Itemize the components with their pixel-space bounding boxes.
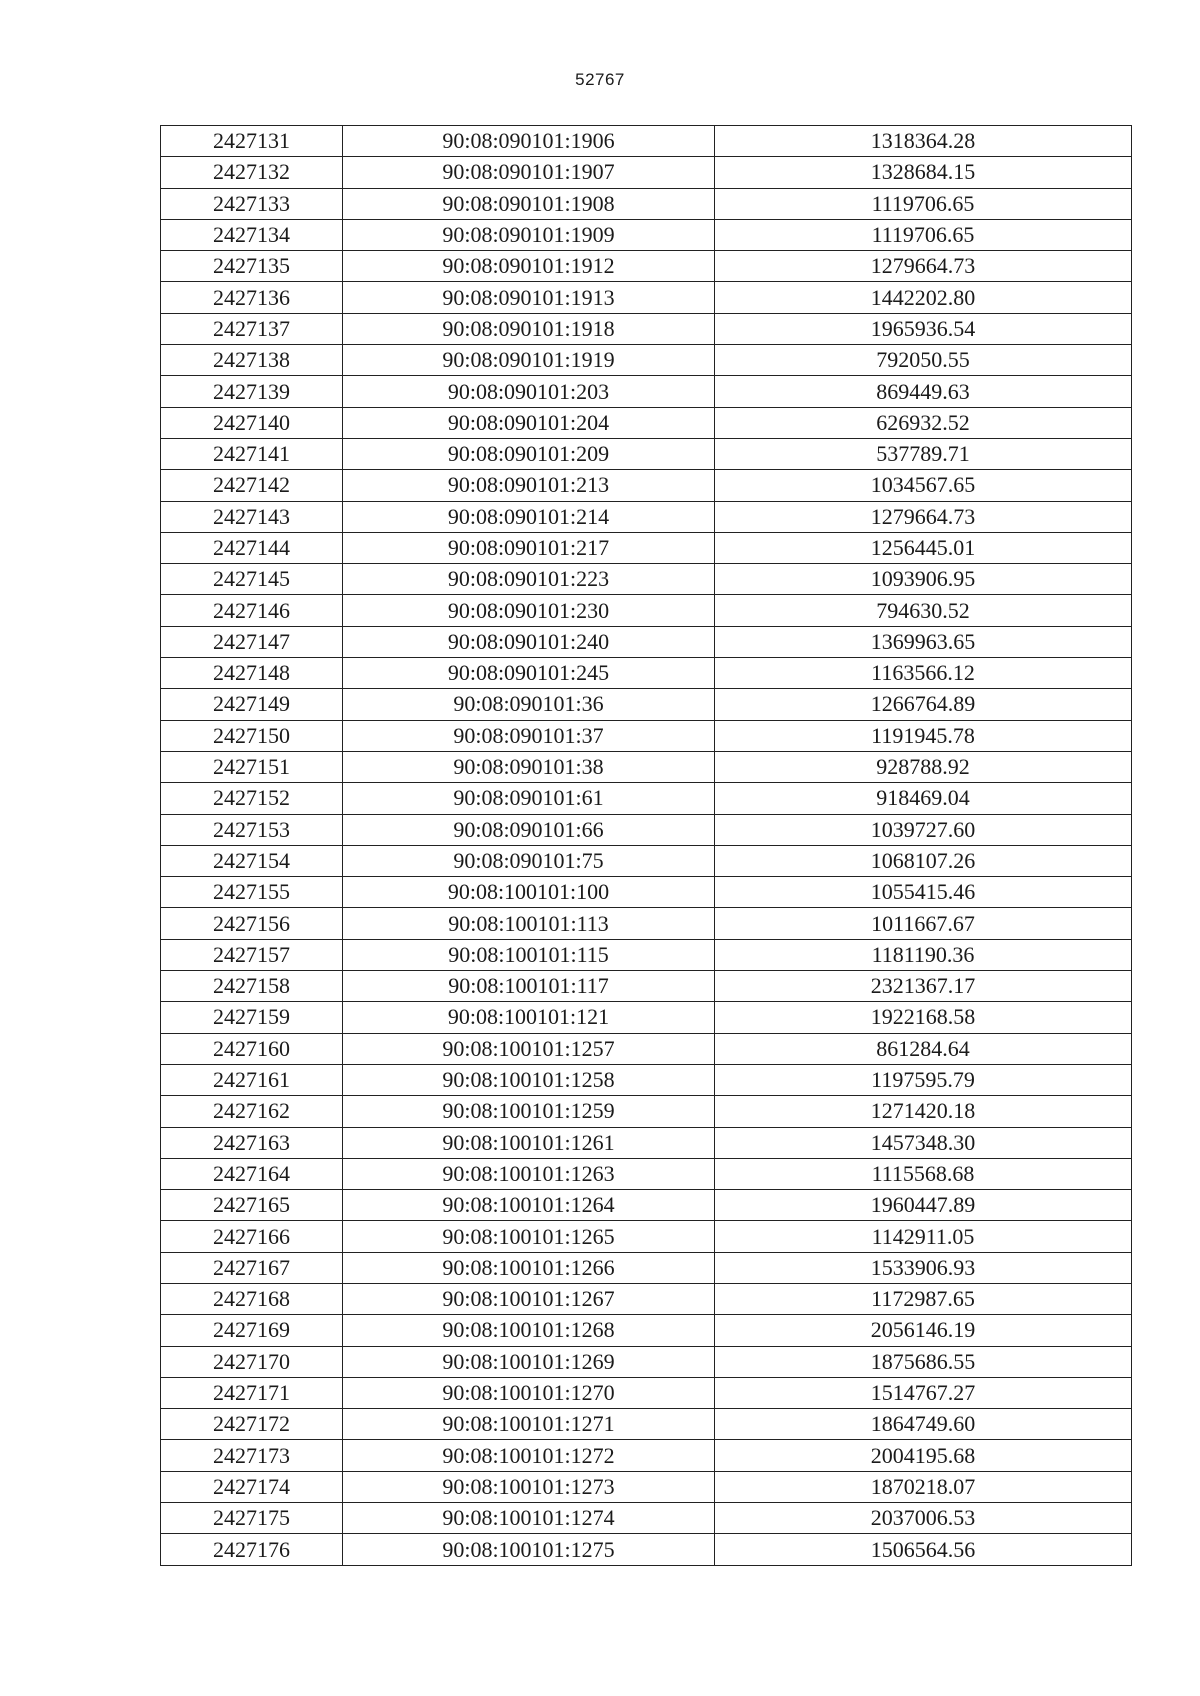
table-row [161,1127,1132,1158]
value-cell: 1271420.18 [715,1096,1132,1127]
page-number: 52767 [575,70,625,89]
value-cell: 1279664.73 [715,501,1132,532]
cadastral-number-cell: 90:08:090101:240 [343,626,715,657]
record-number-cell: 2427139 [161,376,343,407]
cadastral-number-cell: 90:08:100101:1257 [343,1033,715,1064]
record-number-cell: 2427147 [161,626,343,657]
cadastral-number-cell: 90:08:090101:1906 [343,126,715,157]
record-number-cell: 2427166 [161,1221,343,1252]
record-number-cell: 2427160 [161,1033,343,1064]
cadastral-number-cell: 90:08:090101:223 [343,564,715,595]
value-cell: 1119706.65 [715,188,1132,219]
record-number-cell: 2427136 [161,282,343,313]
cadastral-number-cell: 90:08:100101:1264 [343,1190,715,1221]
record-number-cell: 2427168 [161,1283,343,1314]
value-cell: 1457348.30 [715,1127,1132,1158]
record-number-cell: 2427133 [161,188,343,219]
value-cell: 1922168.58 [715,1002,1132,1033]
value-cell: 1256445.01 [715,532,1132,563]
cadastral-number-cell: 90:08:100101:1265 [343,1221,715,1252]
value-cell: 792050.55 [715,345,1132,376]
value-cell: 1514767.27 [715,1377,1132,1408]
table-row [161,1158,1132,1189]
value-cell: 1034567.65 [715,470,1132,501]
table-row [161,188,1132,219]
value-cell: 2004195.68 [715,1440,1132,1471]
record-number-cell: 2427153 [161,814,343,845]
value-cell: 1055415.46 [715,877,1132,908]
cadastral-number-cell: 90:08:090101:230 [343,595,715,626]
cadastral-number-cell: 90:08:100101:1259 [343,1096,715,1127]
record-number-cell: 2427149 [161,689,343,720]
cadastral-number-cell: 90:08:090101:38 [343,751,715,782]
record-number-cell: 2427161 [161,1064,343,1095]
cadastral-number-cell: 90:08:090101:36 [343,689,715,720]
value-cell: 1266764.89 [715,689,1132,720]
record-number-cell: 2427159 [161,1002,343,1033]
value-cell: 537789.71 [715,438,1132,469]
table-row [161,939,1132,970]
value-cell: 1318364.28 [715,126,1132,157]
table-row [161,438,1132,469]
value-cell: 1093906.95 [715,564,1132,595]
record-number-cell: 2427142 [161,470,343,501]
table-row [161,532,1132,563]
value-cell: 928788.92 [715,751,1132,782]
cadastral-number-cell: 90:08:100101:1271 [343,1409,715,1440]
table-row [161,1002,1132,1033]
value-cell: 1142911.05 [715,1221,1132,1252]
value-cell: 1533906.93 [715,1252,1132,1283]
cadastral-number-cell: 90:08:090101:75 [343,845,715,876]
table-row [161,1221,1132,1252]
value-cell: 1115568.68 [715,1158,1132,1189]
table-row [161,313,1132,344]
cadastral-number-cell: 90:08:100101:100 [343,877,715,908]
cadastral-number-cell: 90:08:090101:1907 [343,157,715,188]
record-number-cell: 2427154 [161,845,343,876]
value-cell: 1119706.65 [715,219,1132,250]
cadastral-number-cell: 90:08:090101:1918 [343,313,715,344]
record-number-cell: 2427158 [161,971,343,1002]
value-cell: 1875686.55 [715,1346,1132,1377]
cadastral-number-cell: 90:08:100101:115 [343,939,715,970]
record-number-cell: 2427148 [161,658,343,689]
record-number-cell: 2427167 [161,1252,343,1283]
record-number-cell: 2427172 [161,1409,343,1440]
registry-table-body [161,126,1132,1566]
record-number-cell: 2427131 [161,126,343,157]
value-cell: 1442202.80 [715,282,1132,313]
table-row [161,689,1132,720]
value-cell: 1191945.78 [715,720,1132,751]
record-number-cell: 2427174 [161,1471,343,1502]
table-row [161,783,1132,814]
cadastral-number-cell: 90:08:090101:1912 [343,251,715,282]
record-number-cell: 2427135 [161,251,343,282]
table-row [161,1252,1132,1283]
record-number-cell: 2427171 [161,1377,343,1408]
table-row [161,501,1132,532]
table-row [161,345,1132,376]
record-number-cell: 2427170 [161,1346,343,1377]
value-cell: 2321367.17 [715,971,1132,1002]
table-row [161,407,1132,438]
cadastral-number-cell: 90:08:100101:1263 [343,1158,715,1189]
cadastral-number-cell: 90:08:090101:203 [343,376,715,407]
record-number-cell: 2427165 [161,1190,343,1221]
table-row [161,376,1132,407]
table-row [161,1190,1132,1221]
value-cell: 1163566.12 [715,658,1132,689]
record-number-cell: 2427150 [161,720,343,751]
cadastral-number-cell: 90:08:100101:1261 [343,1127,715,1158]
value-cell: 2037006.53 [715,1503,1132,1534]
cadastral-number-cell: 90:08:100101:1268 [343,1315,715,1346]
table-row [161,751,1132,782]
table-row [161,1033,1132,1064]
record-number-cell: 2427157 [161,939,343,970]
value-cell: 918469.04 [715,783,1132,814]
value-cell: 1279664.73 [715,251,1132,282]
cadastral-number-cell: 90:08:090101:209 [343,438,715,469]
record-number-cell: 2427169 [161,1315,343,1346]
record-number-cell: 2427176 [161,1534,343,1565]
value-cell: 1870218.07 [715,1471,1132,1502]
value-cell: 1172987.65 [715,1283,1132,1314]
value-cell: 1039727.60 [715,814,1132,845]
value-cell: 794630.52 [715,595,1132,626]
table-row [161,1064,1132,1095]
cadastral-number-cell: 90:08:090101:1909 [343,219,715,250]
table-row [161,595,1132,626]
cadastral-number-cell: 90:08:090101:213 [343,470,715,501]
cadastral-number-cell: 90:08:100101:117 [343,971,715,1002]
cadastral-number-cell: 90:08:100101:1269 [343,1346,715,1377]
table-row [161,157,1132,188]
table-row [161,282,1132,313]
value-cell: 869449.63 [715,376,1132,407]
cadastral-number-cell: 90:08:100101:1272 [343,1440,715,1471]
record-number-cell: 2427138 [161,345,343,376]
value-cell: 1328684.15 [715,157,1132,188]
record-number-cell: 2427151 [161,751,343,782]
value-cell: 1960447.89 [715,1190,1132,1221]
record-number-cell: 2427144 [161,532,343,563]
value-cell: 1068107.26 [715,845,1132,876]
table-row [161,219,1132,250]
table-row [161,1377,1132,1408]
cadastral-number-cell: 90:08:100101:121 [343,1002,715,1033]
cadastral-number-cell: 90:08:090101:61 [343,783,715,814]
cadastral-number-cell: 90:08:100101:1275 [343,1534,715,1565]
table-row [161,908,1132,939]
record-number-cell: 2427137 [161,313,343,344]
record-number-cell: 2427141 [161,438,343,469]
table-row [161,1440,1132,1471]
cadastral-number-cell: 90:08:100101:1267 [343,1283,715,1314]
value-cell: 1965936.54 [715,313,1132,344]
cadastral-number-cell: 90:08:100101:1266 [343,1252,715,1283]
table-row [161,126,1132,157]
record-number-cell: 2427163 [161,1127,343,1158]
record-number-cell: 2427155 [161,877,343,908]
record-number-cell: 2427175 [161,1503,343,1534]
cadastral-number-cell: 90:08:100101:1270 [343,1377,715,1408]
cadastral-number-cell: 90:08:100101:1273 [343,1471,715,1502]
table-row [161,251,1132,282]
value-cell: 1181190.36 [715,939,1132,970]
cadastral-number-cell: 90:08:090101:1919 [343,345,715,376]
table-row [161,1534,1132,1565]
table-row [161,1283,1132,1314]
table-row [161,1471,1132,1502]
table-row [161,971,1132,1002]
record-number-cell: 2427134 [161,219,343,250]
record-number-cell: 2427146 [161,595,343,626]
table-row [161,1315,1132,1346]
table-row [161,658,1132,689]
value-cell: 1197595.79 [715,1064,1132,1095]
value-cell: 1369963.65 [715,626,1132,657]
table-row [161,814,1132,845]
cadastral-number-cell: 90:08:090101:245 [343,658,715,689]
value-cell: 861284.64 [715,1033,1132,1064]
table-row [161,1346,1132,1377]
table-row [161,1503,1132,1534]
table-row [161,470,1132,501]
cadastral-number-cell: 90:08:090101:204 [343,407,715,438]
record-number-cell: 2427145 [161,564,343,595]
value-cell: 1011667.67 [715,908,1132,939]
table-row [161,1409,1132,1440]
table-row [161,626,1132,657]
table-row [161,1096,1132,1127]
record-number-cell: 2427140 [161,407,343,438]
table-row [161,845,1132,876]
value-cell: 626932.52 [715,407,1132,438]
record-number-cell: 2427156 [161,908,343,939]
table-row [161,720,1132,751]
cadastral-number-cell: 90:08:090101:1913 [343,282,715,313]
cadastral-number-cell: 90:08:090101:214 [343,501,715,532]
value-cell: 1506564.56 [715,1534,1132,1565]
cadastral-number-cell: 90:08:100101:1274 [343,1503,715,1534]
record-number-cell: 2427132 [161,157,343,188]
registry-table [160,125,1132,1566]
table-row [161,877,1132,908]
value-cell: 2056146.19 [715,1315,1132,1346]
cadastral-number-cell: 90:08:090101:37 [343,720,715,751]
cadastral-number-cell: 90:08:100101:113 [343,908,715,939]
cadastral-number-cell: 90:08:090101:66 [343,814,715,845]
cadastral-number-cell: 90:08:090101:1908 [343,188,715,219]
record-number-cell: 2427164 [161,1158,343,1189]
cadastral-number-cell: 90:08:090101:217 [343,532,715,563]
record-number-cell: 2427173 [161,1440,343,1471]
record-number-cell: 2427162 [161,1096,343,1127]
cadastral-number-cell: 90:08:100101:1258 [343,1064,715,1095]
value-cell: 1864749.60 [715,1409,1132,1440]
table-row [161,564,1132,595]
record-number-cell: 2427152 [161,783,343,814]
record-number-cell: 2427143 [161,501,343,532]
